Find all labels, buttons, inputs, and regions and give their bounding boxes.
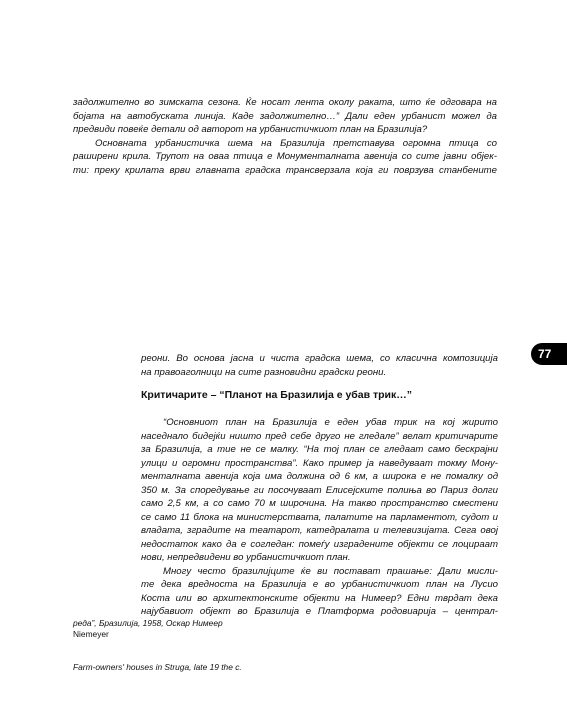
text-line: раширени крила. Трупот на оваа птица е Монументалната авенија со сите јавни објек- — [73, 151, 497, 162]
body-text-continued — [141, 352, 498, 379]
text-line: улици и огромни пространства”. Како пример ја наведуваат токму Мону- — [141, 457, 498, 469]
caption-line: Niemeyer — [73, 629, 109, 639]
text-line: реони. Во основа јасна и чиста градска шема, со класична композиција — [141, 353, 498, 364]
text-line: “Основниот план на Бразилија е еден убав трик на кој жирито — [163, 417, 498, 428]
text-line: недостаток како да е согледан: помеѓу изградените објекти се лоцираат — [141, 538, 498, 550]
text-line: те дека вредноста на Бразилија е во урбанистичкиот план на Лусио — [141, 579, 498, 590]
text-line: задолжително во зимската сезона. Ќе носат лента околу раката, што ќе одговара на — [73, 97, 497, 108]
text-line: наседнало бидејќи ништо пред себе друго не гледале” велат критичарите — [141, 430, 498, 442]
text-line: само 2,5 км, а со само 70 м широчина. На такво пространство сместени — [141, 498, 498, 509]
text-line: најубавиот објект во Бразилија е Платформа родовиарија – централ- — [141, 606, 498, 617]
body-text-critics — [141, 416, 498, 619]
text-line: се само 11 блока на министерствата, палатите на парламентот, судот и — [141, 511, 498, 523]
text-line: на правоаголници на сите разновидни градски реони. — [141, 366, 387, 378]
text-line: менталната авенија која има должина од 6 км, а широка е не помалку од — [141, 471, 498, 482]
image-caption: Farm-owners' houses in Struga, late 19 the c. — [73, 662, 242, 672]
text-line: бојата на автобуската линија. Каде задолжително…” Дали еден урбанист можел да — [73, 110, 497, 122]
page-number-badge: 77 — [531, 343, 567, 365]
text-line: Основната урбанистичка шема на Бразилија претставува огромна птица со — [95, 137, 497, 149]
section-heading: Критичарите – “Планот на Бразилија е убав трик…” — [141, 389, 413, 401]
image-caption-credit — [73, 618, 223, 640]
text-line: Многу често бразилијците ќе ви постават прашање: Дали мисли- — [163, 565, 498, 577]
text-line: владата, зградите на театарот, катедралата и телевизијата. Сега овој — [141, 525, 498, 536]
body-text-top — [73, 96, 497, 177]
text-line: нови, непредвидени во урбанистичкиот план. — [141, 552, 351, 563]
caption-line: реда”, Бразилија, 1958, Оскар Нимеер — [73, 618, 223, 628]
text-line: ти: преку крилата врви главната градска трансверзала која ги поврзува станбените — [73, 164, 497, 176]
text-line: Коста или во архитектонските објекти на Нимеер? Едни тврдат дека — [141, 592, 498, 604]
text-line: за Бразилија, а тие не се малку. “На тој план се гледаат само бескрајни — [141, 444, 498, 455]
text-line: 350 м. За споредување ги посочуваат Елисејските полиња во Париз долги — [141, 484, 498, 496]
text-line: предвиди повеќе детали од авторот на урбанистичкиот план на Бразилија? — [73, 124, 428, 135]
